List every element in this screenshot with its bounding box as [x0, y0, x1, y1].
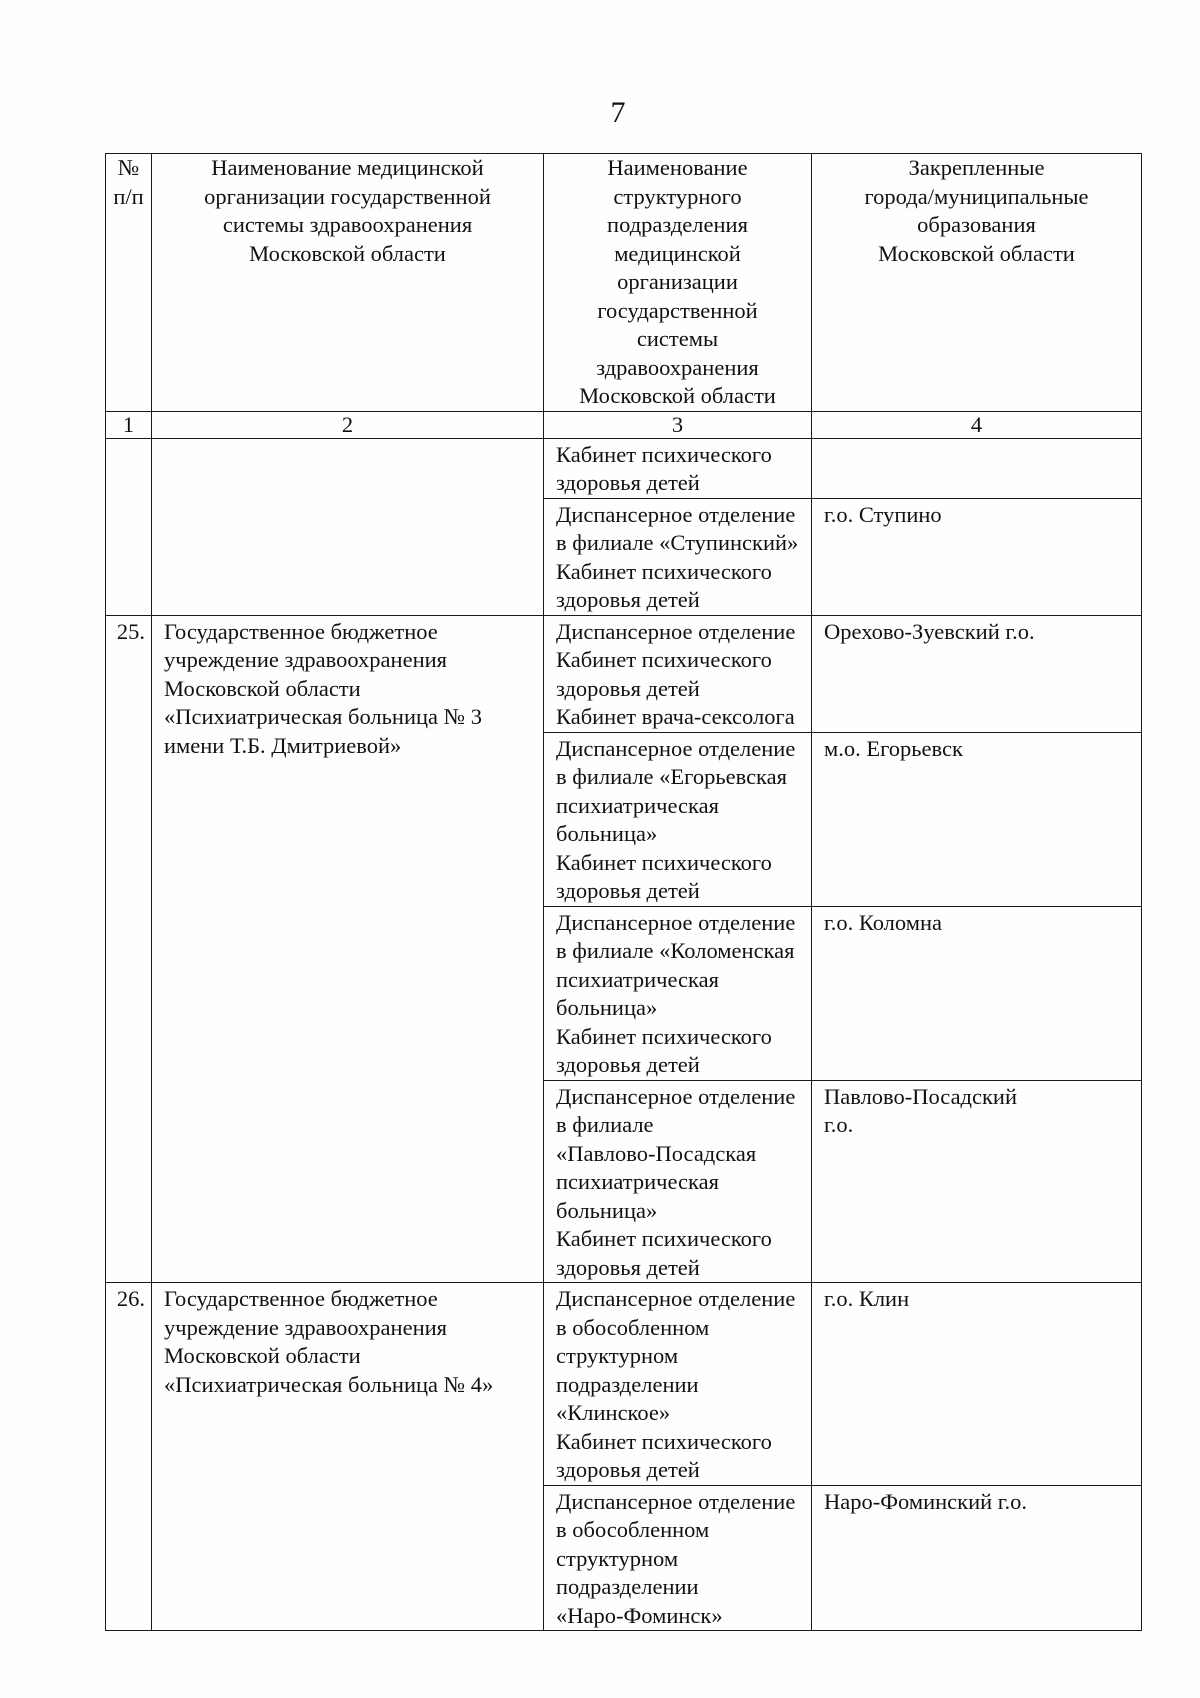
header-line: медицинской [614, 240, 741, 266]
organization-line: Государственное бюджетное [164, 618, 438, 644]
header-line: п/п [113, 183, 144, 209]
table-row [106, 615, 1142, 732]
assigned-municipality [812, 498, 1142, 615]
organization-line: Государственное бюджетное [164, 1286, 438, 1311]
organization-name [152, 1283, 544, 1631]
subdivision-line: подразделении [556, 1574, 699, 1599]
subdivision-name [544, 906, 812, 1080]
subdivision-name [544, 498, 812, 615]
subdivision-name [544, 1485, 812, 1631]
row-number: 25. [106, 615, 152, 1283]
municipality-line: м.о. Егорьевск [824, 735, 963, 761]
subdivision-line: психиатрическая [556, 1169, 719, 1194]
subdivision-line: Кабинет психического [556, 1226, 772, 1251]
column-number: 2 [152, 411, 544, 438]
header-line: организации государственной [204, 183, 491, 209]
subdivision-line: в обособленном [556, 1517, 710, 1542]
header-line: здравоохранения [596, 354, 759, 380]
header-line: Закрепленные [908, 155, 1045, 180]
subdivision-line: здоровья детей [556, 1457, 700, 1482]
header-line: структурного [613, 183, 742, 209]
assigned-municipality [812, 1080, 1142, 1283]
subdivision-name [544, 438, 812, 498]
municipality-line: Орехово-Зуевский г.о. [824, 618, 1035, 644]
subdivision-line: больница» [556, 995, 658, 1020]
assigned-municipality [812, 438, 1142, 498]
organization-line: «Психиатрическая больница № 3 [164, 704, 482, 729]
assigned-municipality [812, 732, 1142, 906]
header-line: государственной [597, 297, 758, 323]
organization-name [152, 615, 544, 1283]
header-line: Московской области [249, 240, 446, 266]
row-number [106, 438, 152, 615]
header-num [106, 154, 152, 412]
municipality-line: г.о. Коломна [824, 909, 942, 935]
header-line: Московской области [579, 383, 776, 408]
header-line: Наименование [607, 155, 748, 180]
header-line: подразделения [607, 212, 748, 237]
organization-name [152, 438, 544, 615]
subdivision-line: здоровья детей [556, 1254, 700, 1280]
subdivision-name [544, 1080, 812, 1283]
column-number: 3 [544, 411, 812, 438]
row-number: 26. [106, 1283, 152, 1631]
subdivision-name [544, 1283, 812, 1486]
subdivision-line: в филиале [556, 1112, 654, 1137]
subdivision-line: больница» [556, 1197, 658, 1223]
subdivision-line: в филиале «Егорьевская [556, 764, 787, 789]
subdivision-line: Кабинет психического [556, 1428, 772, 1454]
table-header-row [106, 154, 1142, 412]
municipality-line: г.о. Ступино [824, 501, 942, 527]
subdivision-line: Кабинет психического [556, 1023, 772, 1049]
header-line: образования [917, 212, 1036, 237]
header-line: Наименование медицинской [211, 155, 484, 180]
organization-line: имени Т.Б. Дмитриевой» [164, 732, 402, 758]
header-line: города/муниципальные [864, 183, 1089, 209]
subdivision-line: здоровья детей [556, 878, 700, 903]
subdivision-line: Кабинет психического [556, 647, 772, 672]
organization-line: «Психиатрическая больница № 4» [164, 1371, 494, 1397]
subdivision-line: в обособленном [556, 1314, 710, 1340]
header-subdivision [544, 154, 812, 412]
subdivision-line: здоровья детей [556, 587, 700, 612]
assigned-municipality [812, 615, 1142, 732]
column-number-row [106, 411, 1142, 438]
assigned-municipality [812, 906, 1142, 1080]
header-line: системы здравоохранения [222, 212, 473, 237]
municipality-line: Наро-Фоминский г.о. [824, 1488, 1027, 1514]
header-line: системы [636, 326, 719, 351]
subdivision-line: Диспансерное отделение [556, 1488, 796, 1514]
assigned-municipality [812, 1485, 1142, 1631]
subdivision-line: здоровья детей [556, 675, 700, 701]
header-line: № [117, 155, 140, 180]
subdivision-line: Кабинет психического [556, 849, 772, 875]
subdivision-line: структурном [556, 1343, 679, 1368]
table-row [106, 438, 1142, 498]
subdivision-line: подразделении [556, 1371, 699, 1397]
subdivision-line: психиатрическая [556, 966, 719, 992]
table-body [106, 154, 1142, 1631]
subdivision-line: Кабинет психического [556, 558, 772, 584]
organization-line: учреждение здравоохранения [164, 1314, 447, 1340]
subdivision-name [544, 615, 812, 732]
municipality-line: Павлово-Посадский [824, 1083, 1018, 1109]
subdivision-line: здоровья детей [556, 470, 700, 495]
subdivision-line: структурном [556, 1545, 679, 1571]
subdivision-line: Диспансерное отделение [556, 618, 796, 644]
page-number: 7 [610, 96, 626, 129]
header-org [152, 154, 544, 412]
subdivision-line: больница» [556, 821, 658, 846]
subdivision-line: Кабинет врача-сексолога [556, 704, 795, 729]
subdivision-line: Диспансерное отделение [556, 909, 796, 935]
subdivision-line: «Клинское» [556, 1400, 671, 1425]
assigned-municipality [812, 1283, 1142, 1486]
subdivision-name [544, 732, 812, 906]
table-row [106, 1283, 1142, 1486]
subdivision-line: Кабинет психического [556, 441, 772, 467]
subdivision-line: Диспансерное отделение [556, 735, 796, 761]
subdivision-line: «Павлово-Посадская [556, 1140, 757, 1166]
header-line: организации [617, 269, 738, 294]
organization-line: Московской области [164, 675, 361, 701]
subdivision-line: здоровья детей [556, 1052, 700, 1077]
organization-line: учреждение здравоохранения [164, 647, 447, 672]
subdivision-line: «Наро-Фоминск» [556, 1602, 723, 1628]
organization-line: Московской области [164, 1343, 361, 1368]
subdivision-line: в филиале «Ступинский» [556, 530, 799, 555]
subdivision-line: Диспансерное отделение [556, 1286, 796, 1311]
subdivision-line: Диспансерное отделение [556, 501, 796, 527]
subdivision-line: в филиале «Коломенская [556, 938, 795, 963]
header-line: Московской области [878, 240, 1075, 266]
subdivision-line: психиатрическая [556, 792, 719, 818]
municipality-line: г.о. [824, 1112, 854, 1137]
column-number: 4 [812, 411, 1142, 438]
subdivision-line: Диспансерное отделение [556, 1083, 796, 1109]
organizations-table [105, 153, 1142, 1631]
municipality-line: г.о. Клин [824, 1286, 910, 1311]
header-cities [812, 154, 1142, 412]
column-number: 1 [106, 411, 152, 438]
